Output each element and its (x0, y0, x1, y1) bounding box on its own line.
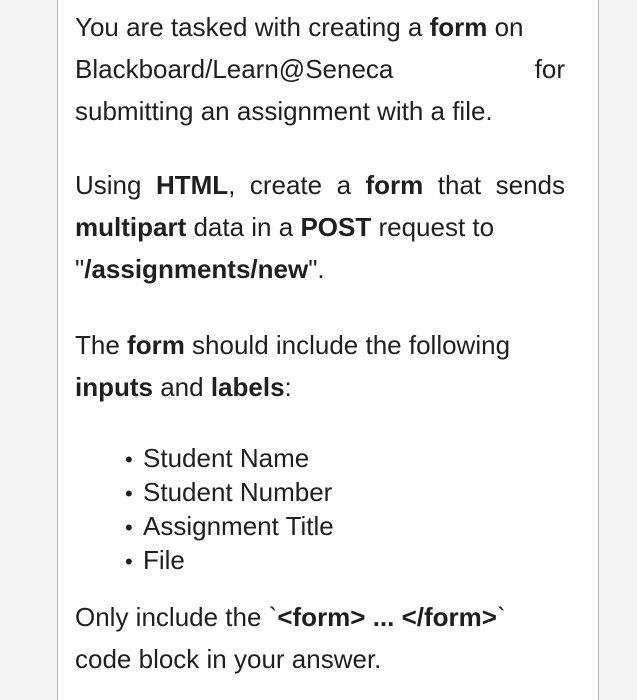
platform-name: Blackboard/Learn@Seneca (75, 54, 394, 84)
required-fields-list (125, 442, 334, 578)
instruction-paragraph (75, 164, 565, 290)
closing-backtick-open: ` (268, 602, 278, 632)
bullet-icon: • (125, 549, 133, 574)
requirements-text-should: should include the following (184, 330, 511, 360)
bullet-icon: • (125, 447, 133, 472)
requirements-text-and: and (153, 372, 211, 402)
bullet-icon: • (125, 515, 133, 540)
intro-paragraph (75, 6, 565, 132)
intro-text-2: on (487, 12, 524, 42)
list-item-label: Student Number (143, 477, 333, 507)
list-item (125, 442, 334, 476)
instruction-quote-open: " (75, 254, 85, 284)
requirements-inputs-word: inputs (75, 372, 153, 402)
instruction-post-word: POST (300, 212, 372, 242)
instruction-quote-close: ". (308, 254, 325, 284)
closing-text-only: Only include the (75, 602, 269, 632)
requirements-paragraph (75, 324, 565, 408)
closing-paragraph (75, 596, 565, 680)
intro-for-word: for (534, 54, 565, 84)
requirements-form-word: form (127, 330, 185, 360)
instruction-text-data-in: data in a (186, 212, 301, 242)
intro-text-1: You are tasked with creating a (75, 12, 430, 42)
closing-code-snippet: <form> ... </form> (277, 602, 497, 632)
instruction-text-request-to: request to (371, 212, 495, 242)
instruction-endpoint-path: /assignments/new (84, 254, 309, 284)
instruction-html-word: HTML (155, 170, 229, 200)
closing-backtick-close: ` (496, 602, 506, 632)
requirements-text-the: The (75, 330, 128, 360)
question-card (57, 0, 599, 700)
list-item-label: Assignment Title (143, 511, 334, 541)
list-item-label: Student Name (143, 443, 310, 473)
instruction-text-using: Using (75, 170, 156, 200)
intro-text-3: submitting an assignment with a file. (75, 96, 493, 126)
instruction-text-sends: that sends (423, 170, 565, 200)
list-item-label: File (143, 545, 185, 575)
list-item (125, 544, 334, 578)
instruction-multipart-word: multipart (75, 212, 187, 242)
list-item (125, 476, 334, 510)
intro-form-word: form (429, 12, 488, 42)
instruction-form-word: form (365, 170, 424, 200)
instruction-text-create: , create a (228, 170, 366, 200)
closing-text-rest: code block in your answer. (75, 644, 382, 674)
list-item (125, 510, 334, 544)
intro-platform-line (75, 48, 565, 90)
requirements-colon: : (284, 372, 292, 402)
bullet-icon: • (125, 481, 133, 506)
requirements-labels-word: labels (210, 372, 285, 402)
